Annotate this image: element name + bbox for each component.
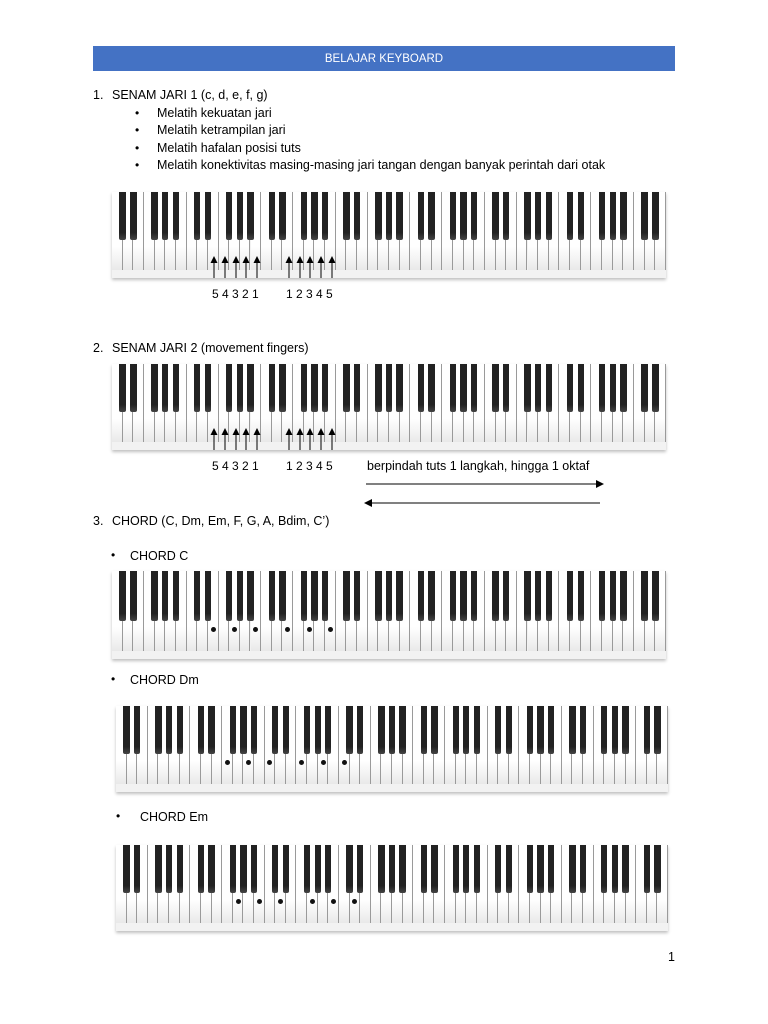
black-key: [599, 571, 605, 621]
black-key: [240, 706, 246, 754]
black-key: [315, 845, 321, 893]
chord-note-dot: [342, 760, 347, 765]
black-key: [474, 706, 480, 754]
black-key: [652, 571, 658, 621]
black-key: [311, 571, 317, 621]
black-key: [198, 845, 204, 893]
black-key: [237, 571, 243, 621]
black-key: [301, 571, 307, 621]
black-key: [230, 706, 236, 754]
black-key: [620, 571, 626, 621]
bullet-icon: •: [111, 672, 116, 686]
black-key: [474, 845, 480, 893]
black-key: [578, 571, 584, 621]
chord-note-dot: [225, 760, 230, 765]
octave-arrows: [364, 480, 604, 507]
black-key: [527, 706, 533, 754]
black-key: [567, 571, 573, 621]
black-key: [119, 571, 125, 621]
black-key: [343, 571, 349, 621]
black-key: [155, 845, 161, 893]
chord-note-dot: [310, 899, 315, 904]
black-key: [495, 845, 501, 893]
black-key: [304, 706, 310, 754]
black-key: [527, 845, 533, 893]
left-hand-fingers-1: 5 4 3 2 1: [212, 287, 259, 301]
black-key: [378, 706, 384, 754]
section2-heading: SENAM JARI 2 (movement fingers): [112, 341, 309, 355]
black-key: [325, 706, 331, 754]
black-key: [580, 706, 586, 754]
black-key: [580, 845, 586, 893]
chord-note-dot: [211, 627, 216, 632]
keyboard-chord-dm: [116, 706, 668, 792]
black-key: [503, 571, 509, 621]
black-key: [431, 706, 437, 754]
black-key: [450, 571, 456, 621]
black-key: [272, 706, 278, 754]
chord-note-dot: [321, 760, 326, 765]
black-key: [325, 845, 331, 893]
black-key: [492, 571, 498, 621]
bullet-icon: •: [116, 809, 121, 823]
black-key: [269, 571, 275, 621]
black-key: [177, 706, 183, 754]
bullet-icon: •: [111, 548, 116, 562]
finger-arrow-head: [318, 428, 325, 435]
black-key: [537, 706, 543, 754]
black-key: [471, 571, 477, 621]
black-key: [421, 706, 427, 754]
black-key: [304, 845, 310, 893]
black-key: [641, 571, 647, 621]
black-key: [399, 706, 405, 754]
black-key: [644, 845, 650, 893]
keyboard-chord-c: [112, 571, 666, 659]
finger-arrow-head: [286, 428, 293, 435]
black-key: [375, 571, 381, 621]
section1-bullet-4: Melatih konektivitas masing-masing jari tangan dengan banyak perintah dari otak: [157, 158, 606, 172]
chord-c-label: CHORD C: [130, 549, 189, 563]
right-hand-fingers-1: 1 2 3 4 5: [286, 287, 333, 301]
black-key: [166, 706, 172, 754]
black-key: [226, 571, 232, 621]
black-key: [396, 571, 402, 621]
black-key: [123, 845, 129, 893]
black-key: [279, 571, 285, 621]
black-key: [173, 571, 179, 621]
black-key: [495, 706, 501, 754]
black-key: [247, 571, 253, 621]
finger-arrow-head: [222, 428, 229, 435]
black-key: [463, 845, 469, 893]
black-key: [428, 571, 434, 621]
section1-bullet-1: Melatih kekuatan jari: [157, 106, 272, 120]
chord-note-dot: [278, 899, 283, 904]
black-key: [548, 706, 554, 754]
black-key: [198, 706, 204, 754]
black-key: [283, 845, 289, 893]
black-key: [322, 571, 328, 621]
keyboard-chord-em: [116, 845, 668, 931]
section1-heading: SENAM JARI 1 (c, d, e, f, g): [112, 88, 268, 102]
black-key: [463, 706, 469, 754]
black-key: [166, 845, 172, 893]
page-number: 1: [668, 950, 675, 964]
right-hand-fingers-2: 1 2 3 4 5: [286, 459, 333, 473]
black-key: [537, 845, 543, 893]
chord-note-dot: [257, 899, 262, 904]
finger-arrow-head: [254, 428, 261, 435]
black-key: [251, 706, 257, 754]
finger-arrow-head: [307, 428, 314, 435]
section3-number: 3.: [93, 514, 104, 528]
section1-bullet-2: Melatih ketrampilan jari: [157, 123, 286, 137]
black-key: [123, 706, 129, 754]
black-key: [208, 845, 214, 893]
black-key: [194, 571, 200, 621]
chord-note-dot: [236, 899, 241, 904]
chord-note-dot: [307, 627, 312, 632]
black-key: [569, 706, 575, 754]
black-key: [240, 845, 246, 893]
black-key: [431, 845, 437, 893]
black-key: [283, 706, 289, 754]
black-key: [205, 571, 211, 621]
black-key: [548, 845, 554, 893]
black-key: [134, 706, 140, 754]
black-key: [208, 706, 214, 754]
chord-dm-label: CHORD Dm: [130, 673, 199, 687]
bullet-icon: •: [135, 158, 140, 172]
black-key: [569, 845, 575, 893]
black-key: [315, 706, 321, 754]
black-key: [130, 571, 136, 621]
black-key: [162, 571, 168, 621]
chord-em-label: CHORD Em: [140, 810, 209, 824]
black-key: [357, 706, 363, 754]
black-key: [546, 571, 552, 621]
black-key: [134, 845, 140, 893]
black-key: [654, 706, 660, 754]
black-key: [151, 571, 157, 621]
black-key: [610, 571, 616, 621]
black-key: [644, 706, 650, 754]
black-key: [601, 845, 607, 893]
black-key: [389, 845, 395, 893]
black-key: [399, 845, 405, 893]
black-key: [421, 845, 427, 893]
black-key: [654, 845, 660, 893]
black-key: [524, 571, 530, 621]
section3-heading: CHORD (C, Dm, Em, F, G, A, Bdim, C’): [112, 514, 330, 528]
black-key: [453, 845, 459, 893]
black-key: [612, 845, 618, 893]
section1-number: 1.: [93, 88, 104, 102]
black-key: [460, 571, 466, 621]
black-key: [357, 845, 363, 893]
black-key: [230, 845, 236, 893]
black-key: [622, 845, 628, 893]
black-key: [346, 845, 352, 893]
chord-note-dot: [328, 627, 333, 632]
left-hand-fingers-2: 5 4 3 2 1: [212, 459, 259, 473]
bullet-icon: •: [135, 141, 140, 155]
section2-number: 2.: [93, 341, 104, 355]
finger-arrow-head: [329, 428, 336, 435]
black-key: [622, 706, 628, 754]
page-title: BELAJAR KEYBOARD: [324, 52, 444, 65]
black-key: [535, 571, 541, 621]
black-key: [354, 571, 360, 621]
black-key: [155, 706, 161, 754]
black-key: [378, 845, 384, 893]
black-key: [177, 845, 183, 893]
finger-arrow-head: [243, 428, 250, 435]
finger-arrow-head: [233, 428, 240, 435]
section1-bullet-3: Melatih hafalan posisi tuts: [157, 141, 301, 155]
bullet-icon: •: [135, 106, 140, 120]
black-key: [506, 845, 512, 893]
black-key: [612, 706, 618, 754]
black-key: [386, 571, 392, 621]
movement-note: berpindah tuts 1 langkah, hingga 1 oktaf: [367, 459, 590, 473]
black-key: [418, 571, 424, 621]
black-key: [601, 706, 607, 754]
black-key: [453, 706, 459, 754]
finger-arrow-head: [297, 428, 304, 435]
chord-note-dot: [232, 627, 237, 632]
black-key: [506, 706, 512, 754]
black-key: [346, 706, 352, 754]
black-key: [389, 706, 395, 754]
finger-arrow-head: [211, 428, 218, 435]
black-key: [251, 845, 257, 893]
bullet-icon: •: [135, 123, 140, 137]
black-key: [272, 845, 278, 893]
